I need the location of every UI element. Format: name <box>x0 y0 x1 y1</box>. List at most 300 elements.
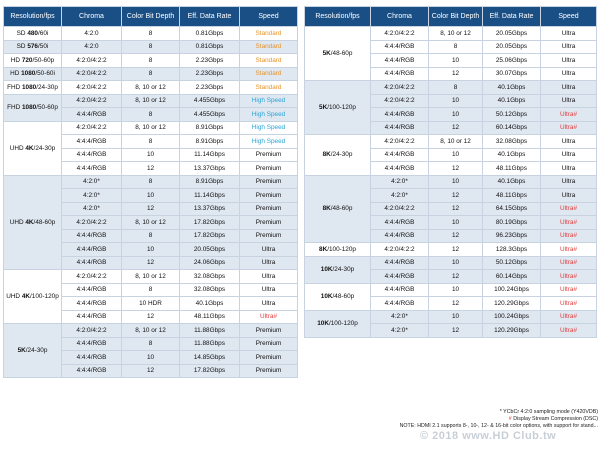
table-row <box>4 324 298 338</box>
speed-cell: Ultra <box>541 135 597 149</box>
data-rate-cell: 40.1Gbps <box>483 94 541 108</box>
table-row <box>4 270 298 284</box>
table-row <box>4 121 298 135</box>
resolution-fps: /48-60p <box>33 218 56 226</box>
speed-cell: Ultra# <box>541 310 597 324</box>
data-rate-cell: 2.23Gbps <box>180 54 240 68</box>
data-rate-cell: 17.82Gbps <box>180 216 240 230</box>
bit-depth-cell: 8 <box>122 27 180 41</box>
footnote-star: * YCbCr 4:2:0 sampling mode (Y420VDB) <box>499 409 598 415</box>
chroma-cell: 4:2:0/4:2:2 <box>371 135 429 149</box>
chroma-cell: 4:4:4/RGB <box>371 216 429 230</box>
data-rate-cell: 11.14Gbps <box>180 189 240 203</box>
bit-depth-cell: 12 <box>122 202 180 216</box>
table-row <box>305 175 597 189</box>
chroma-cell: 4:2:0/4:2:2 <box>62 67 122 81</box>
table-row <box>305 135 597 149</box>
speed-cell: Premium <box>240 351 298 365</box>
data-rate-cell: 50.12Gbps <box>483 108 541 122</box>
bit-depth-cell: 10 <box>429 216 483 230</box>
resolution-fps: /50-60p <box>36 104 58 111</box>
resolution-cell <box>305 175 371 243</box>
data-rate-cell: 100.24Gbps <box>483 310 541 324</box>
bit-depth-cell: 10 <box>429 256 483 270</box>
data-rate-cell: 2.23Gbps <box>180 67 240 81</box>
data-rate-cell: 4.455Gbps <box>180 94 240 108</box>
bit-depth-cell: 8, 10 or 12 <box>122 270 180 284</box>
resolution-fps: /24-30p <box>332 266 355 273</box>
data-rate-cell: 11.14Gbps <box>180 148 240 162</box>
data-rate-cell: 11.88Gbps <box>180 337 240 351</box>
speed-cell: Ultra# <box>541 121 597 135</box>
speed-cell: Premium <box>240 175 298 189</box>
speed-cell: Ultra# <box>541 297 597 311</box>
data-rate-cell: 32.08Gbps <box>483 135 541 149</box>
bit-depth-cell: 8, 10 or 12 <box>122 216 180 230</box>
data-rate-cell: 20.05Gbps <box>483 27 541 41</box>
chroma-cell: 4:2:0/4:2:2 <box>62 94 122 108</box>
resolution-value: 10K <box>317 320 329 327</box>
bit-depth-cell: 8 <box>429 81 483 95</box>
bit-depth-cell: 10 <box>122 351 180 365</box>
data-rate-cell: 17.82Gbps <box>180 364 240 378</box>
speed-cell: Premium <box>240 189 298 203</box>
data-rate-cell: 13.37Gbps <box>180 202 240 216</box>
resolution-cell <box>4 324 62 378</box>
chroma-cell: 4:4:4/RGB <box>371 297 429 311</box>
bit-depth-cell: 8 <box>122 135 180 149</box>
bit-depth-cell: 10 <box>122 189 180 203</box>
bit-depth-cell: 12 <box>122 364 180 378</box>
chroma-cell: 4:4:4/RGB <box>62 297 122 311</box>
speed-cell: Ultra# <box>541 202 597 216</box>
resolution-prefix: SD <box>16 43 28 51</box>
bit-depth-cell: 8, 10 or 12 <box>429 135 483 149</box>
chroma-cell: 4:4:4/RGB <box>62 364 122 378</box>
data-rate-cell: 48.11Gbps <box>483 189 541 203</box>
data-rate-cell: 80.19Gbps <box>483 216 541 230</box>
speed-cell: Ultra <box>541 162 597 176</box>
resolution-fps: /24-30p <box>330 151 353 159</box>
chroma-cell: 4:4:4/RGB <box>62 162 122 176</box>
speed-cell: Premium <box>240 324 298 338</box>
data-rate-cell: 8.91Gbps <box>180 135 240 149</box>
data-rate-cell: 120.29Gbps <box>483 297 541 311</box>
left-spec-table <box>3 6 298 378</box>
resolution-value: 4K <box>25 218 34 226</box>
table-row <box>305 256 597 270</box>
resolution-cell <box>305 243 371 257</box>
bit-depth-cell: 8 <box>429 40 483 54</box>
resolution-cell <box>4 81 62 95</box>
chroma-cell: 4:4:4/RGB <box>371 108 429 122</box>
resolution-prefix: FHD <box>7 83 22 91</box>
resolution-fps: /50-60p <box>32 56 55 64</box>
resolution-cell <box>4 94 62 121</box>
chroma-cell: 4:4:4/RGB <box>62 351 122 365</box>
data-rate-cell: 60.14Gbps <box>483 121 541 135</box>
data-rate-cell: 4.455Gbps <box>180 108 240 122</box>
bit-depth-cell: 10 <box>429 94 483 108</box>
resolution-value: 1080 <box>21 70 36 78</box>
resolution-value: 576 <box>27 43 38 51</box>
speed-cell: Standard <box>240 54 298 68</box>
chroma-cell: 4:4:4/RGB <box>371 162 429 176</box>
speed-cell: Ultra# <box>541 229 597 243</box>
speed-cell: Ultra <box>541 27 597 41</box>
resolution-value: 1080 <box>22 104 37 111</box>
resolution-cell <box>305 283 371 310</box>
resolution-value: 720 <box>21 56 33 64</box>
resolution-fps: /100-120p <box>328 320 358 327</box>
bit-depth-cell: 8 <box>122 40 180 54</box>
chroma-cell: 4:2:0/4:2:2 <box>371 27 429 41</box>
chroma-cell: 4:2:0* <box>371 310 429 324</box>
resolution-cell <box>4 54 62 68</box>
table-row <box>305 27 597 41</box>
data-rate-cell: 2.23Gbps <box>180 81 240 95</box>
chroma-cell: 4:4:4/RGB <box>62 135 122 149</box>
speed-cell: Premium <box>240 216 298 230</box>
resolution-cell <box>305 135 371 176</box>
speed-cell: Ultra# <box>541 243 597 257</box>
resolution-fps: /48-60p <box>332 293 355 300</box>
speed-cell: Ultra <box>541 54 597 68</box>
speed-cell: Ultra <box>541 189 597 203</box>
speed-cell: Ultra <box>240 243 298 257</box>
chroma-cell: 4:4:4/RGB <box>62 108 122 122</box>
data-rate-cell: 17.82Gbps <box>180 229 240 243</box>
bit-depth-cell: 12 <box>429 270 483 284</box>
chroma-cell: 4:4:4/RGB <box>371 54 429 68</box>
chroma-cell: 4:4:4/RGB <box>371 121 429 135</box>
chroma-cell: 4:4:4/RGB <box>371 67 429 81</box>
speed-cell: Ultra <box>541 175 597 189</box>
speed-cell: Standard <box>240 81 298 95</box>
chroma-cell: 4:2:0/4:2:2 <box>62 54 122 68</box>
chroma-cell: 4:4:4/RGB <box>62 229 122 243</box>
speed-cell: Premium <box>240 229 298 243</box>
bit-depth-cell: 12 <box>429 162 483 176</box>
data-rate-cell: 32.08Gbps <box>180 270 240 284</box>
data-rate-cell: 100.24Gbps <box>483 283 541 297</box>
data-rate-cell: 25.06Gbps <box>483 54 541 68</box>
footnote-hash-text: Display Stream Compression (DSC) <box>511 416 598 422</box>
speed-cell: Ultra <box>541 148 597 162</box>
bit-depth-cell: 12 <box>429 297 483 311</box>
table-row <box>305 81 597 95</box>
data-rate-cell: 11.88Gbps <box>180 324 240 338</box>
chroma-cell: 4:4:4/RGB <box>371 229 429 243</box>
header-speed: Speed <box>541 7 597 27</box>
bit-depth-cell: 10 <box>122 148 180 162</box>
chroma-cell: 4:2:0* <box>62 189 122 203</box>
chroma-cell: 4:2:0/4:2:2 <box>62 81 122 95</box>
speed-cell: Ultra# <box>541 108 597 122</box>
bit-depth-cell: 12 <box>429 121 483 135</box>
speed-cell: Ultra <box>541 94 597 108</box>
speed-cell: Ultra <box>541 40 597 54</box>
right-header-row <box>305 7 597 27</box>
data-rate-cell: 120.29Gbps <box>483 324 541 338</box>
chroma-cell: 4:2:0 <box>62 27 122 41</box>
resolution-cell <box>4 175 62 270</box>
header-chroma: Chroma <box>62 7 122 27</box>
resolution-value: 10K <box>320 293 333 300</box>
data-rate-cell: 24.06Gbps <box>180 256 240 270</box>
resolution-value: 4K <box>25 144 34 152</box>
left-table-body <box>4 27 298 378</box>
chroma-cell: 4:2:0* <box>62 202 122 216</box>
resolution-cell <box>305 81 371 135</box>
table-row <box>4 54 298 68</box>
bit-depth-cell: 10 <box>122 243 180 257</box>
resolution-value: 8K <box>319 245 328 253</box>
speed-cell: High Speed <box>240 135 298 149</box>
chroma-cell: 4:2:0/4:2:2 <box>371 243 429 257</box>
bit-depth-cell: 8 <box>122 108 180 122</box>
bit-depth-cell: 10 <box>429 283 483 297</box>
resolution-fps: /50i <box>38 43 49 51</box>
table-row <box>4 27 298 41</box>
resolution-value: 4K <box>21 293 30 300</box>
right-table-body <box>305 27 597 338</box>
bit-depth-cell: 8 <box>122 229 180 243</box>
resolution-fps: /60i <box>38 29 49 37</box>
chroma-cell: 4:2:0/4:2:2 <box>371 202 429 216</box>
table-row <box>305 243 597 257</box>
header-data-rate: Eff. Data Rate <box>483 7 541 27</box>
resolution-cell <box>305 256 371 283</box>
chroma-cell: 4:2:0* <box>371 175 429 189</box>
speed-cell: High Speed <box>240 121 298 135</box>
speed-cell: Ultra <box>240 256 298 270</box>
chroma-cell: 4:2:0/4:2:2 <box>371 94 429 108</box>
table-row <box>305 283 597 297</box>
resolution-fps: /50-60i <box>35 70 55 78</box>
data-rate-cell: 30.07Gbps <box>483 67 541 81</box>
speed-cell: Ultra <box>541 67 597 81</box>
chroma-cell: 4:4:4/RGB <box>371 256 429 270</box>
bit-depth-cell: 10 <box>429 175 483 189</box>
speed-cell: Ultra# <box>541 256 597 270</box>
data-rate-cell: 48.11Gbps <box>483 162 541 176</box>
resolution-value: 8K <box>322 151 331 159</box>
chroma-cell: 4:4:4/RGB <box>371 270 429 284</box>
speed-cell: High Speed <box>240 108 298 122</box>
data-rate-cell: 0.81Gbps <box>180 40 240 54</box>
chroma-cell: 4:2:0* <box>371 189 429 203</box>
chroma-cell: 4:2:0/4:2:2 <box>62 216 122 230</box>
watermark-text: © 2018 www.HD Club.tw <box>420 430 557 442</box>
data-rate-cell: 48.11Gbps <box>180 310 240 324</box>
chroma-cell: 4:4:4/RGB <box>371 40 429 54</box>
chroma-cell: 4:2:0/4:2:2 <box>371 81 429 95</box>
bit-depth-cell: 8, 10 or 12 <box>122 324 180 338</box>
speed-cell: Premium <box>240 148 298 162</box>
data-rate-cell: 40.1Gbps <box>180 297 240 311</box>
speed-cell: Premium <box>240 202 298 216</box>
header-resolution: Resolution/fps <box>305 7 371 27</box>
bit-depth-cell: 10 <box>429 310 483 324</box>
speed-cell: Ultra# <box>541 324 597 338</box>
resolution-cell <box>4 121 62 175</box>
table-row <box>4 94 298 108</box>
resolution-fps: /100-120p <box>30 293 59 300</box>
header-bit-depth: Color Bit Depth <box>429 7 483 27</box>
resolution-fps: /24-30p <box>25 347 48 354</box>
data-rate-cell: 0.81Gbps <box>180 27 240 41</box>
speed-cell: Ultra# <box>541 283 597 297</box>
bit-depth-cell: 12 <box>122 256 180 270</box>
data-rate-cell: 13.37Gbps <box>180 162 240 176</box>
data-rate-cell: 96.23Gbps <box>483 229 541 243</box>
speed-cell: Ultra# <box>541 216 597 230</box>
chroma-cell: 4:4:4/RGB <box>62 337 122 351</box>
header-speed: Speed <box>240 7 298 27</box>
table-row <box>4 67 298 81</box>
resolution-prefix: UHD <box>9 144 26 152</box>
resolution-cell <box>305 310 371 337</box>
resolution-cell <box>4 67 62 81</box>
bit-depth-cell: 10 <box>429 108 483 122</box>
footnote-hash <box>300 416 598 423</box>
data-rate-cell: 8.91Gbps <box>180 121 240 135</box>
resolution-fps: /24-30p <box>36 83 58 91</box>
speed-cell: Standard <box>240 67 298 81</box>
chroma-cell: 4:4:4/RGB <box>62 148 122 162</box>
chroma-cell: 4:4:4/RGB <box>371 148 429 162</box>
bit-depth-cell: 8 <box>122 175 180 189</box>
resolution-fps: /100-120p <box>327 245 356 253</box>
speed-cell: Premium <box>240 337 298 351</box>
chroma-cell: 4:2:0* <box>371 324 429 338</box>
data-rate-cell: 32.08Gbps <box>180 283 240 297</box>
footnote-hash-mark: # <box>508 416 512 422</box>
bit-depth-cell: 12 <box>429 324 483 338</box>
bit-depth-cell: 12 <box>122 162 180 176</box>
header-resolution: Resolution/fps <box>4 7 62 27</box>
resolution-value: 1080 <box>22 83 37 91</box>
bit-depth-cell: 8, 10 or 12 <box>122 94 180 108</box>
header-bit-depth: Color Bit Depth <box>122 7 180 27</box>
chroma-cell: 4:4:4/RGB <box>62 283 122 297</box>
speed-cell: Premium <box>240 162 298 176</box>
bit-depth-cell: 8, 10 or 12 <box>429 27 483 41</box>
header-chroma: Chroma <box>371 7 429 27</box>
resolution-fps: /48-60p <box>330 50 353 57</box>
bit-depth-cell: 12 <box>122 310 180 324</box>
speed-cell: Ultra <box>240 297 298 311</box>
chroma-cell: 4:4:4/RGB <box>62 256 122 270</box>
speed-cell: Standard <box>240 40 298 54</box>
resolution-cell <box>4 27 62 41</box>
bit-depth-cell: 12 <box>429 202 483 216</box>
resolution-cell <box>4 40 62 54</box>
speed-cell: Ultra# <box>541 270 597 284</box>
chroma-cell: 4:2:0/4:2:2 <box>62 121 122 135</box>
data-rate-cell: 40.1Gbps <box>483 81 541 95</box>
chroma-cell: 4:4:4/RGB <box>62 243 122 257</box>
chroma-cell: 4:4:4/RGB <box>62 310 122 324</box>
data-rate-cell: 40.1Gbps <box>483 175 541 189</box>
bit-depth-cell: 8 <box>122 67 180 81</box>
bit-depth-cell: 8 <box>122 337 180 351</box>
right-spec-table <box>304 6 597 338</box>
header-data-rate: Eff. Data Rate <box>180 7 240 27</box>
resolution-prefix: UHD <box>6 293 22 300</box>
resolution-value: 480 <box>27 29 38 37</box>
data-rate-cell: 8.91Gbps <box>180 175 240 189</box>
speed-cell: Standard <box>240 27 298 41</box>
resolution-prefix: FHD <box>7 104 22 111</box>
chroma-cell: 4:2:0/4:2:2 <box>62 270 122 284</box>
bit-depth-cell: 12 <box>429 67 483 81</box>
resolution-prefix: SD <box>16 29 28 37</box>
data-rate-cell: 20.05Gbps <box>180 243 240 257</box>
left-header-row <box>4 7 298 27</box>
resolution-fps: /24-30p <box>33 144 56 152</box>
data-rate-cell: 14.85Gbps <box>180 351 240 365</box>
speed-cell: Premium <box>240 364 298 378</box>
bit-depth-cell: 12 <box>429 189 483 203</box>
resolution-value: 5K <box>319 104 328 111</box>
data-rate-cell: 128.3Gbps <box>483 243 541 257</box>
chroma-cell: 4:2:0* <box>62 175 122 189</box>
bit-depth-cell: 8, 10 or 12 <box>122 81 180 95</box>
resolution-value: 8K <box>322 205 331 213</box>
chroma-cell: 4:4:4/RGB <box>371 283 429 297</box>
chroma-cell: 4:2:0 <box>62 40 122 54</box>
speed-cell: Ultra# <box>240 310 298 324</box>
table-row <box>4 40 298 54</box>
chroma-cell: 4:2:0/4:2:2 <box>62 324 122 338</box>
table-row <box>4 175 298 189</box>
bit-depth-cell: 10 <box>429 148 483 162</box>
bit-depth-cell: 10 HDR <box>122 297 180 311</box>
footnotes <box>300 409 598 430</box>
resolution-prefix: HD <box>10 56 22 64</box>
resolution-value: 5K <box>17 347 26 354</box>
bit-depth-cell: 8 <box>122 54 180 68</box>
resolution-fps: /100-120p <box>327 104 356 111</box>
data-rate-cell: 40.1Gbps <box>483 148 541 162</box>
footnote-note: NOTE: HDMI 2.1 supports 8-, 10-, 12- & 16-bit color options, with support for stand... <box>399 423 598 429</box>
bit-depth-cell: 12 <box>429 243 483 257</box>
data-rate-cell: 64.15Gbps <box>483 202 541 216</box>
bit-depth-cell: 10 <box>429 54 483 68</box>
resolution-prefix: HD <box>10 70 22 78</box>
resolution-prefix: UHD <box>9 218 26 226</box>
speed-cell: Ultra <box>240 270 298 284</box>
table-row <box>305 310 597 324</box>
data-rate-cell: 20.05Gbps <box>483 40 541 54</box>
data-rate-cell: 60.14Gbps <box>483 270 541 284</box>
data-rate-cell: 50.12Gbps <box>483 256 541 270</box>
table-row <box>4 81 298 95</box>
resolution-cell <box>305 27 371 81</box>
bit-depth-cell: 12 <box>429 229 483 243</box>
speed-cell: Ultra <box>240 283 298 297</box>
bit-depth-cell: 8, 10 or 12 <box>122 121 180 135</box>
resolution-fps: /48-60p <box>330 205 353 213</box>
resolution-cell <box>4 270 62 324</box>
bit-depth-cell: 8 <box>122 283 180 297</box>
speed-cell: High Speed <box>240 94 298 108</box>
speed-cell: Ultra <box>541 81 597 95</box>
resolution-value: 5K <box>322 50 331 57</box>
resolution-value: 10K <box>320 266 333 273</box>
